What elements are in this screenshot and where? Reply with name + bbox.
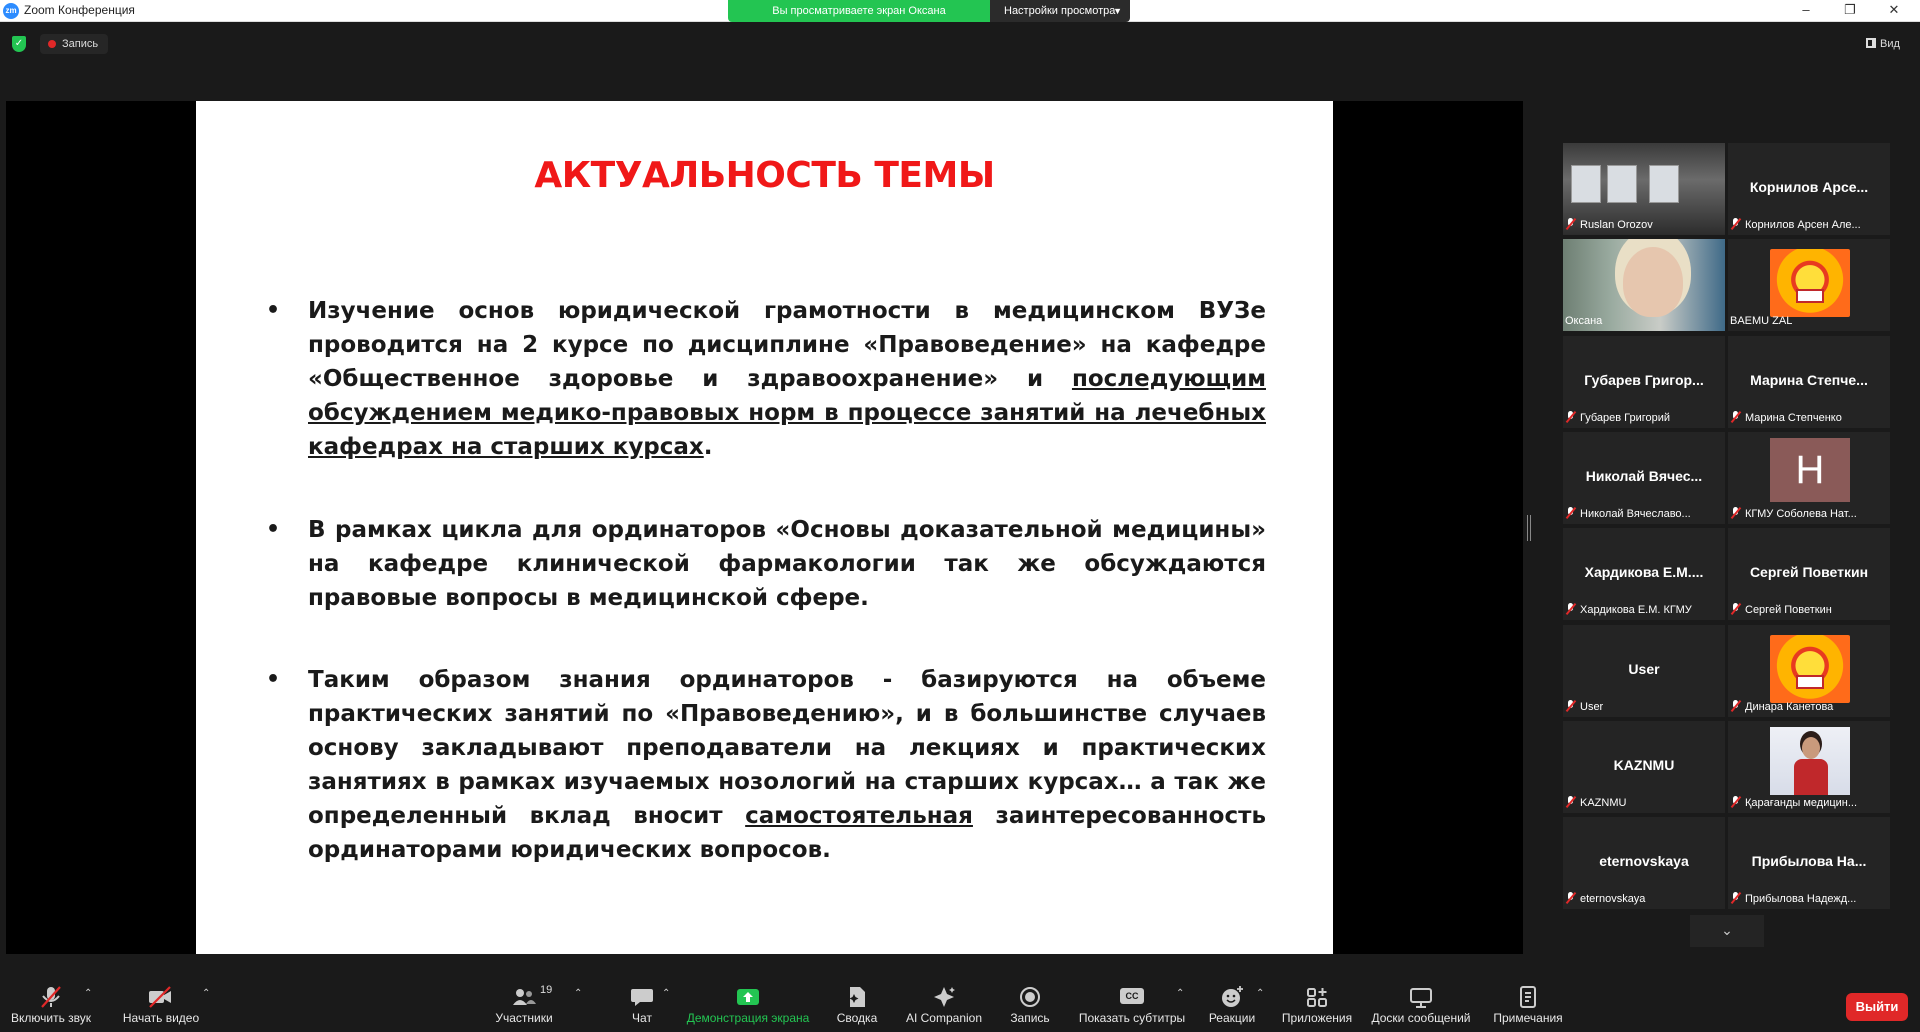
slide-title: АКТУАЛЬНОСТЬ ТЕМЫ (534, 155, 995, 196)
encryption-shield-icon[interactable]: ✓ (12, 36, 26, 52)
mic-muted-icon (1730, 700, 1741, 712)
participants-icon (512, 986, 536, 1008)
closed-captions-icon: CC (1120, 988, 1144, 1004)
participant-name: Сергей Поветкин (1745, 604, 1832, 616)
mic-muted-icon (1730, 411, 1741, 423)
captions-caret-icon[interactable]: ⌃ (1176, 988, 1185, 999)
gallery-next-page-button[interactable]: ⌄ (1690, 915, 1764, 947)
participant-name: BAEMU ZAL (1730, 315, 1793, 327)
zoom-logo-icon: zm (3, 3, 19, 19)
show-captions-button[interactable] (1076, 968, 1188, 1032)
mic-muted-icon (1565, 796, 1576, 808)
participant-name-label (1565, 410, 1723, 426)
summary-button[interactable] (832, 968, 882, 1032)
view-settings-label: Настройки просмотра (1004, 5, 1116, 17)
book-icon (1796, 289, 1824, 303)
share-screen-label: Демонстрация экрана (686, 1011, 810, 1025)
participant-tile[interactable] (1563, 432, 1725, 524)
participant-name: User (1580, 701, 1604, 713)
summary-document-icon (845, 986, 869, 1008)
audio-options-caret-icon[interactable]: ⌃ (84, 988, 93, 999)
bullet-text: В рамках цикла для ординаторов «Основы доказательной медицины» на кафедре клинической фармакологии так же обсуждаются правовые вопросы в медицинской сфере. (308, 517, 1266, 611)
whiteboards-button[interactable] (1368, 968, 1474, 1032)
participant-name: KAZNMU (1580, 797, 1627, 809)
mic-muted-icon (1565, 892, 1576, 904)
participant-name: Корнилов Арсен Але... (1745, 219, 1861, 231)
participants-label: Участники (495, 1011, 553, 1025)
university-logo-avatar (1770, 249, 1850, 317)
presentation-slide (196, 101, 1333, 954)
gallery-resize-handle[interactable] (1527, 515, 1531, 541)
participant-tile[interactable] (1728, 625, 1890, 717)
ai-sparkle-icon (932, 986, 956, 1008)
apps-button[interactable] (1278, 968, 1356, 1032)
mic-muted-icon (1730, 507, 1741, 519)
participant-tile[interactable] (1728, 528, 1890, 620)
room-screen (1571, 165, 1601, 203)
chat-label: Чат (632, 1011, 652, 1025)
window-title-bar (0, 0, 1920, 22)
bullet-underlined-text: последующим обсуждением медико-правовых норм в процессе занятий на лечебных кафедрах на старших курсах (308, 366, 1266, 460)
participant-name: Николай Вячеславо... (1580, 508, 1691, 520)
whiteboard-icon (1409, 986, 1433, 1008)
participant-display-name: eternovskaya (1599, 853, 1689, 869)
apps-grid-icon (1305, 986, 1329, 1008)
participant-name: Қарағанды медицин... (1745, 797, 1858, 809)
recording-dot-icon (48, 40, 56, 48)
record-label: Запись (1010, 1011, 1050, 1025)
bullet-text: . (703, 434, 713, 460)
participant-display-name: Николай Вячес... (1585, 468, 1703, 484)
viewing-share-label: Вы просматриваете экран Оксана (728, 0, 990, 22)
participant-display-name: User (1628, 661, 1660, 677)
reactions-button[interactable] (1204, 968, 1260, 1032)
room-screen (1607, 165, 1637, 203)
close-button[interactable]: ✕ (1888, 2, 1900, 17)
participant-tile[interactable] (1728, 721, 1890, 813)
participant-name: Ruslan Orozov (1580, 219, 1653, 231)
ai-companion-label: AI Companion (905, 1011, 983, 1025)
view-settings-dropdown[interactable] (990, 0, 1130, 22)
screen-share-banner (728, 0, 1130, 22)
slide-bullet-1 (266, 294, 1266, 464)
photo-head (1802, 737, 1820, 759)
mic-muted-icon (1730, 603, 1741, 615)
participant-tile[interactable] (1563, 143, 1725, 235)
apps-label: Приложения (1281, 1011, 1353, 1025)
reactions-smiley-icon (1220, 986, 1244, 1008)
unmute-button[interactable] (8, 968, 94, 1032)
bullet-text: заинтересованность ординаторами юридических вопросов. (308, 803, 1266, 863)
participant-name-label (1565, 891, 1723, 907)
participant-name: КГМУ Соболева Нат... (1745, 508, 1857, 520)
mic-muted-icon (1730, 892, 1741, 904)
participant-name-label (1730, 410, 1888, 426)
chevron-down-icon: ▼ (1113, 6, 1122, 16)
photo-body (1794, 759, 1828, 795)
participant-name-label (1730, 891, 1888, 907)
participant-name: Оксана (1565, 315, 1603, 327)
record-icon (1018, 986, 1042, 1008)
participant-name-label (1730, 506, 1888, 522)
participant-display-name: Марина Степче... (1750, 372, 1868, 388)
university-logo-avatar (1770, 635, 1850, 703)
participant-display-name: Прибылова На... (1751, 853, 1867, 869)
participant-tile[interactable] (1563, 817, 1725, 909)
participant-tile[interactable] (1563, 721, 1725, 813)
record-button[interactable] (1004, 968, 1056, 1032)
reactions-caret-icon[interactable]: ⌃ (1256, 988, 1265, 999)
window-title: Zoom Конференция (24, 3, 135, 17)
participant-name-label (1565, 795, 1723, 811)
participant-name: Хардикова Е.М. КГМУ (1580, 604, 1692, 616)
participant-tile[interactable] (1728, 143, 1890, 235)
video-off-icon (148, 986, 172, 1008)
participant-display-name: KAZNMU (1613, 757, 1675, 773)
participants-caret-icon[interactable]: ⌃ (574, 988, 583, 999)
participant-name-label (1730, 602, 1888, 618)
participant-display-name: Губарев Григор... (1584, 372, 1704, 388)
participant-name-label (1730, 795, 1888, 811)
notes-button[interactable] (1490, 968, 1566, 1032)
ai-companion-button[interactable] (902, 968, 986, 1032)
bullet-dot-icon: • (266, 298, 281, 323)
bullet-text: Изучение основ юридической грамотности в медицинском ВУЗе проводится на 2 курсе по дисциплине «Правоведение» на кафедре «Общественное здоровье и здравоохранение» и (308, 298, 1266, 392)
share-screen-button[interactable] (684, 968, 812, 1032)
chat-bubble-icon (630, 986, 654, 1008)
mic-muted-icon (1565, 411, 1576, 423)
grid-view-icon (1866, 38, 1876, 48)
summary-label: Сводка (836, 1011, 878, 1025)
participant-name: Динара Канетова (1745, 701, 1834, 713)
mic-muted-icon (1565, 218, 1576, 230)
participant-name-label (1730, 217, 1888, 233)
view-label: Вид (1880, 38, 1900, 50)
chat-caret-icon[interactable]: ⌃ (662, 988, 671, 999)
start-video-button[interactable] (118, 968, 204, 1032)
mic-muted-icon (1730, 796, 1741, 808)
whiteboards-label: Доски сообщений (1371, 1011, 1471, 1025)
mic-muted-icon (1565, 603, 1576, 615)
participant-display-name: Корнилов Арсе... (1749, 179, 1869, 195)
share-screen-icon (736, 986, 760, 1008)
mic-muted-icon (1730, 218, 1741, 230)
participant-tile[interactable] (1563, 625, 1725, 717)
bullet-dot-icon: • (266, 517, 281, 542)
start-video-label: Начать видео (122, 1011, 200, 1025)
participant-display-name: Сергей Поветкин (1749, 564, 1869, 580)
maximize-button[interactable]: ❐ (1844, 2, 1856, 17)
letter-avatar: H (1770, 438, 1850, 502)
view-button[interactable] (1866, 34, 1900, 54)
participant-name: eternovskaya (1580, 893, 1646, 905)
chat-button[interactable] (614, 968, 670, 1032)
participant-name-label (1565, 313, 1723, 329)
slide-bullet-2 (266, 513, 1266, 615)
leave-meeting-button[interactable]: Выйти (1846, 993, 1908, 1021)
participant-tile[interactable] (1728, 432, 1890, 524)
participant-name-label (1565, 217, 1723, 233)
participant-name: Губарев Григорий (1580, 412, 1671, 424)
participant-name-label (1565, 602, 1723, 618)
mic-muted-icon (1565, 507, 1576, 519)
participant-name-label (1730, 313, 1888, 329)
slide-bullet-3 (266, 663, 1266, 867)
participant-tile[interactable] (1728, 817, 1890, 909)
bullet-dot-icon: • (266, 667, 281, 692)
recording-label: Запись (62, 38, 99, 50)
participant-name-label (1730, 699, 1888, 715)
participant-name: Марина Степченко (1745, 412, 1842, 424)
notes-label: Примечания (1493, 1011, 1563, 1025)
participant-name: Прибылова Надежд... (1745, 893, 1857, 905)
mic-muted-icon (1565, 700, 1576, 712)
recording-indicator[interactable] (40, 34, 108, 54)
participant-name-label (1565, 506, 1723, 522)
participants-count: 19 (540, 984, 553, 996)
minimize-button[interactable]: – (1802, 2, 1810, 17)
notes-icon (1516, 986, 1540, 1008)
participants-button[interactable] (488, 968, 560, 1032)
meeting-top-bar (0, 22, 1920, 102)
bullet-underlined-text: самостоятельная (745, 803, 973, 829)
book-icon (1796, 675, 1824, 689)
mic-muted-icon (39, 986, 63, 1008)
participant-tile[interactable] (1728, 336, 1890, 428)
participant-name-label (1565, 699, 1723, 715)
participant-tile[interactable] (1728, 239, 1890, 331)
participant-display-name: Хардикова Е.М.... (1584, 564, 1704, 580)
show-captions-label: Показать субтитры (1078, 1011, 1186, 1025)
participant-tile[interactable] (1563, 239, 1725, 331)
video-options-caret-icon[interactable]: ⌃ (202, 988, 211, 999)
meeting-toolbar (0, 968, 1920, 1032)
participant-photo-avatar (1770, 727, 1850, 795)
participant-face (1623, 247, 1683, 317)
bullet-text: Таким образом знания ординаторов - базируются на объеме практических занятий по «Правоведению», и в большинстве случаев основу закладывают преподаватели на лекциях и практических занятиях в рамках изучаемых нозологий на старших курсах… а так же определенный вклад вносит (308, 667, 1266, 829)
unmute-label: Включить звук (10, 1011, 92, 1025)
participant-tile[interactable] (1563, 528, 1725, 620)
participant-tile[interactable] (1563, 336, 1725, 428)
room-screen (1649, 165, 1679, 203)
reactions-label: Реакции (1208, 1011, 1256, 1025)
